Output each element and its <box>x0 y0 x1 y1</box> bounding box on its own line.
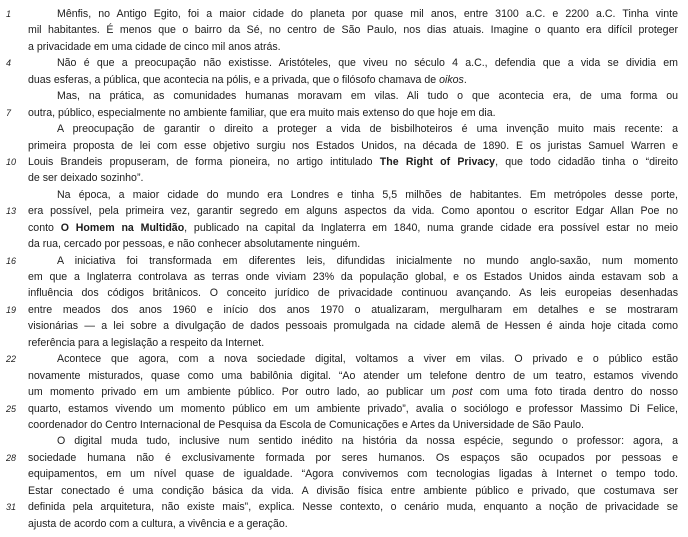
text-segment: mil habitantes. É menos que o bairro da Sé, no centro de São Paulo, nos dias atuais. Imagine o quanto era difícil proteger <box>28 24 678 37</box>
text-line <box>28 170 678 186</box>
text-segment: sociedade humana não é exclusivamente formada por seres humanos. Os espaços são ocupados por pessoas e <box>28 451 678 464</box>
line-number: 25 <box>6 403 17 414</box>
text-line <box>6 55 678 71</box>
text-segment: Acontece que agora, com a nova sociedade digital, voltamos a viver em vilas. O privado e o público estão <box>57 353 678 366</box>
text-line <box>6 450 678 466</box>
text-segment: visionárias — a lei sobre a divulgação de dados pessoais promulgada na cidade alemã de Hessen é ainda hoje citada como <box>28 320 678 333</box>
text-segment: primeira proposta de lei com esse objetivo surgiu nos Estados Unidos, na década de 1890. E os juristas Samuel Warren e <box>28 139 678 152</box>
text-line <box>6 499 678 515</box>
line-number: 1 <box>6 9 12 19</box>
text-line <box>28 433 678 449</box>
line-number: 19 <box>6 304 17 315</box>
text-segment: A iniciativa foi transformada em diferentes leis, difundidas inicialmente no mundo anglo-saxão, num momento <box>57 254 678 267</box>
line-number: 7 <box>6 107 12 118</box>
text-segment: outra, público, especialmente no ambiente familiar, que era muito mais extenso do que hoje em dia. <box>28 106 496 119</box>
text-segment: Mênfis, no Antigo Egito, foi a maior cidade do planeta por quase mil anos, entre 3100 a.C. e 2200 a.C. Tinha vinte <box>57 8 678 20</box>
text-segment: O digital muda tudo, inclusive num sentido inédito na história da nossa espécie, segundo o professor: agora, a <box>57 435 678 448</box>
text-line <box>28 368 678 384</box>
line-number: 13 <box>6 206 17 217</box>
text-segment: um momento privado em um ambiente público. Por outro lado, ao publicar um <box>28 386 453 399</box>
bold-text-segment: O Homem na Multidão <box>60 221 185 234</box>
text-line <box>28 417 678 433</box>
line-number: 10 <box>6 156 17 167</box>
text-segment: em que a Inglaterra controlava as terras onde viviam 23% da população global, e os Estados Unidos ainda estavam sob a <box>28 271 678 283</box>
text-line <box>28 269 678 285</box>
text-line <box>28 483 678 499</box>
text-segment: com uma foto tirada dentro do nosso <box>472 386 678 399</box>
text-line <box>28 516 678 532</box>
text-line <box>28 39 678 55</box>
text-line <box>28 72 678 88</box>
text-segment: A preocupação de garantir o direito a proteger a vida de bisbilhoteiros é uma invenção muito mais recente: a <box>57 123 678 136</box>
line-number: 4 <box>6 58 12 69</box>
text-line <box>28 384 678 400</box>
text-line <box>28 466 678 482</box>
text-segment: de ser deixado sozinho”. <box>28 172 144 185</box>
text-segment: . <box>463 73 467 86</box>
italic-text-segment: oikos <box>439 73 464 86</box>
text-line <box>6 105 678 121</box>
text-line <box>28 335 678 351</box>
text-line <box>28 236 678 252</box>
text-segment: , que todo cidadão tinha o “direito <box>495 155 678 168</box>
text-segment: Na época, a maior cidade do mundo era Londres e tinha 5,5 milhões de habitantes. Em metrópoles desse porte, <box>57 188 678 201</box>
text-segment: da rua, cercado por pessoas, e não conhecer absolutamente ninguém. <box>28 238 361 251</box>
italic-text-segment: post <box>452 386 473 399</box>
text-segment: Não é que a preocupação não existisse. Aristóteles, que viveu no século 4 a.C., defendia que a vida se dividia em <box>57 57 678 70</box>
line-number: 16 <box>6 255 17 266</box>
text-segment: duas esferas, a pública, que acontecia na pólis, e a privada, que o filósofo chamava de <box>28 73 440 86</box>
line-number: 28 <box>6 452 17 463</box>
text-segment: a privacidade em uma cidade de cinco mil anos atrás. <box>28 40 281 53</box>
text-segment: , publicado na capital da Inglaterra em 1840, numa grande cidade era possível estar no meio <box>184 221 678 234</box>
text-segment: Mas, na prática, as comunidades humanas moravam em vilas. Ali tudo o que acontecia era, de uma forma ou <box>57 90 678 103</box>
text-segment: influência dos códigos britânicos. O conceito jurídico de privacidade continuou avançando. As leis europeias desenhadas <box>28 287 678 300</box>
text-line <box>6 253 678 269</box>
text-line <box>6 203 678 219</box>
text-line <box>28 138 678 154</box>
text-line <box>28 285 678 301</box>
text-line <box>6 351 678 367</box>
text-line <box>6 401 678 417</box>
line-number: 31 <box>6 502 17 513</box>
text-segment: quarto, estamos vivendo um momento público em um ambiente privado”, avalia o sociólogo e professor Massimo Di Felice, <box>28 402 678 415</box>
text-line <box>28 318 678 334</box>
text-line <box>6 6 678 22</box>
text-segment: era possível, pela primeira vez, garantir segredo em alguns aspectos da vida. Como apontou o escritor Edgar Allan Poe no <box>28 205 678 218</box>
bold-text-segment: The Right of Privacy <box>379 155 496 168</box>
text-segment: entre meados dos anos 1960 e início dos anos 1970 o atualizaram, mergulharam em detalhes e se mostraram <box>28 303 678 316</box>
text-line <box>28 88 678 104</box>
line-number: 22 <box>6 354 17 365</box>
text-line <box>28 220 678 236</box>
text-segment: novamente misturados, quase como uma babilônia digital. “Ao atender um telefone dentro de um teatro, estamos vivendo <box>28 369 678 382</box>
text-segment: referência para a legislação a respeito da Internet. <box>28 336 265 349</box>
text-segment: Louis Brandeis propuseram, de forma pioneira, no artigo intitulado <box>28 155 380 168</box>
text-segment: equipamentos, em um nível quase de igualdade. “Agora convivemos com tecnologias ligadas à Internet o tempo todo. <box>28 468 678 481</box>
text-segment: definida pela arquitetura, não existe mais”, explica. Nesse contexto, o cenário muda, enquanto a noção de privacidade se <box>28 501 678 514</box>
text-line <box>6 154 678 170</box>
text-line <box>28 121 678 137</box>
document-body <box>6 6 678 532</box>
text-segment: Estar conectado é uma condição básica da vida. A divisão física entre ambiente público e privado, que costumava ser <box>28 484 678 497</box>
text-segment: coordenador do Centro Internacional de Pesquisa da Escola de Comunicações e Artes da Universidade de São Paulo. <box>28 418 584 431</box>
text-segment: ajusta de acordo com a cultura, a vivência e a geração. <box>28 517 288 530</box>
text-line <box>28 22 678 38</box>
text-line <box>28 187 678 203</box>
text-segment: conto <box>28 221 61 234</box>
text-line <box>6 302 678 318</box>
